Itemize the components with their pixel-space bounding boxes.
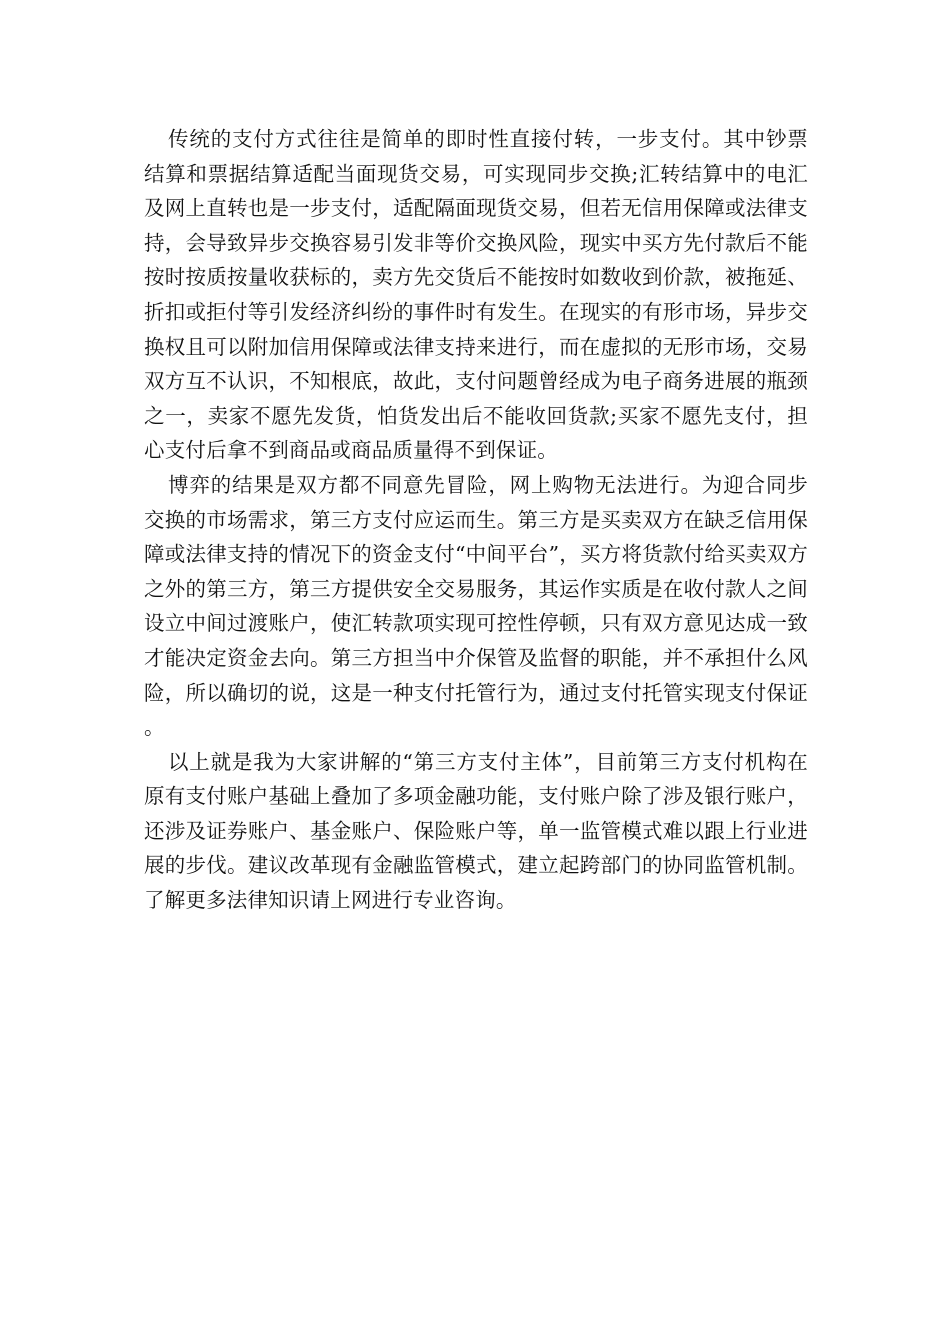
- paragraph-traditional-payment: 传统的支付方式往往是简单的即时性直接付转，一步支付。其中钞票结算和票据结算适配当面现货交易，可实现同步交换;汇转结算中的电汇及网上直转也是一步支付，适配隔面现货交易，但若无信用保障或法律支持，会导致异步交换容易引发非等价交换风险，现实中买方先付款后不能按时按质按量收获标的，卖方先交货后不能按时如数收到价款，被拖延、折扣或拒付等引发经济纠纷的事件时有发生。在现实的有形市场，异步交换权且可以附加信用保障或法律支持来进行，而在虚拟的无形市场，交易双方互不认识，不知根底，故此，支付问题曾经成为电子商务进展的瓶颈之一，卖家不愿先发货，怕货发出后不能收回货款;买家不愿先支付，担心支付后拿不到商品或商品质量得不到保证。: [144, 127, 808, 463]
- paragraph-third-party-payment: 博弈的结果是双方都不同意先冒险，网上购物无法进行。为迎合同步交换的市场需求，第三方支付应运而生。第三方是买卖双方在缺乏信用保障或法律支持的情况下的资金支付“中间平台”，买方将货款付给买卖双方之外的第三方，第三方提供安全交易服务，其运作实质是在收付款人之间设立中间过渡账户，使汇转款项实现可控性停顿，只有双方意见达成一致才能决定资金去向。第三方担当中介保管及监督的职能，并不承担什么风险，所以确切的说，这是一种支付托管行为，通过支付托管实现支付保证。: [144, 472, 808, 740]
- document-body: [144, 122, 808, 918]
- paragraph-conclusion: 以上就是我为大家讲解的“第三方支付主体”，目前第三方支付机构在原有支付账户基础上叠加了多项金融功能，支付账户除了涉及银行账户，还涉及证券账户、基金账户、保险账户等，单一监管模式难以跟上行业进展的步伐。建议改革现有金融监管模式，建立起跨部门的协同监管机制。了解更多法律知识请上网进行专业咨询。: [144, 749, 808, 913]
